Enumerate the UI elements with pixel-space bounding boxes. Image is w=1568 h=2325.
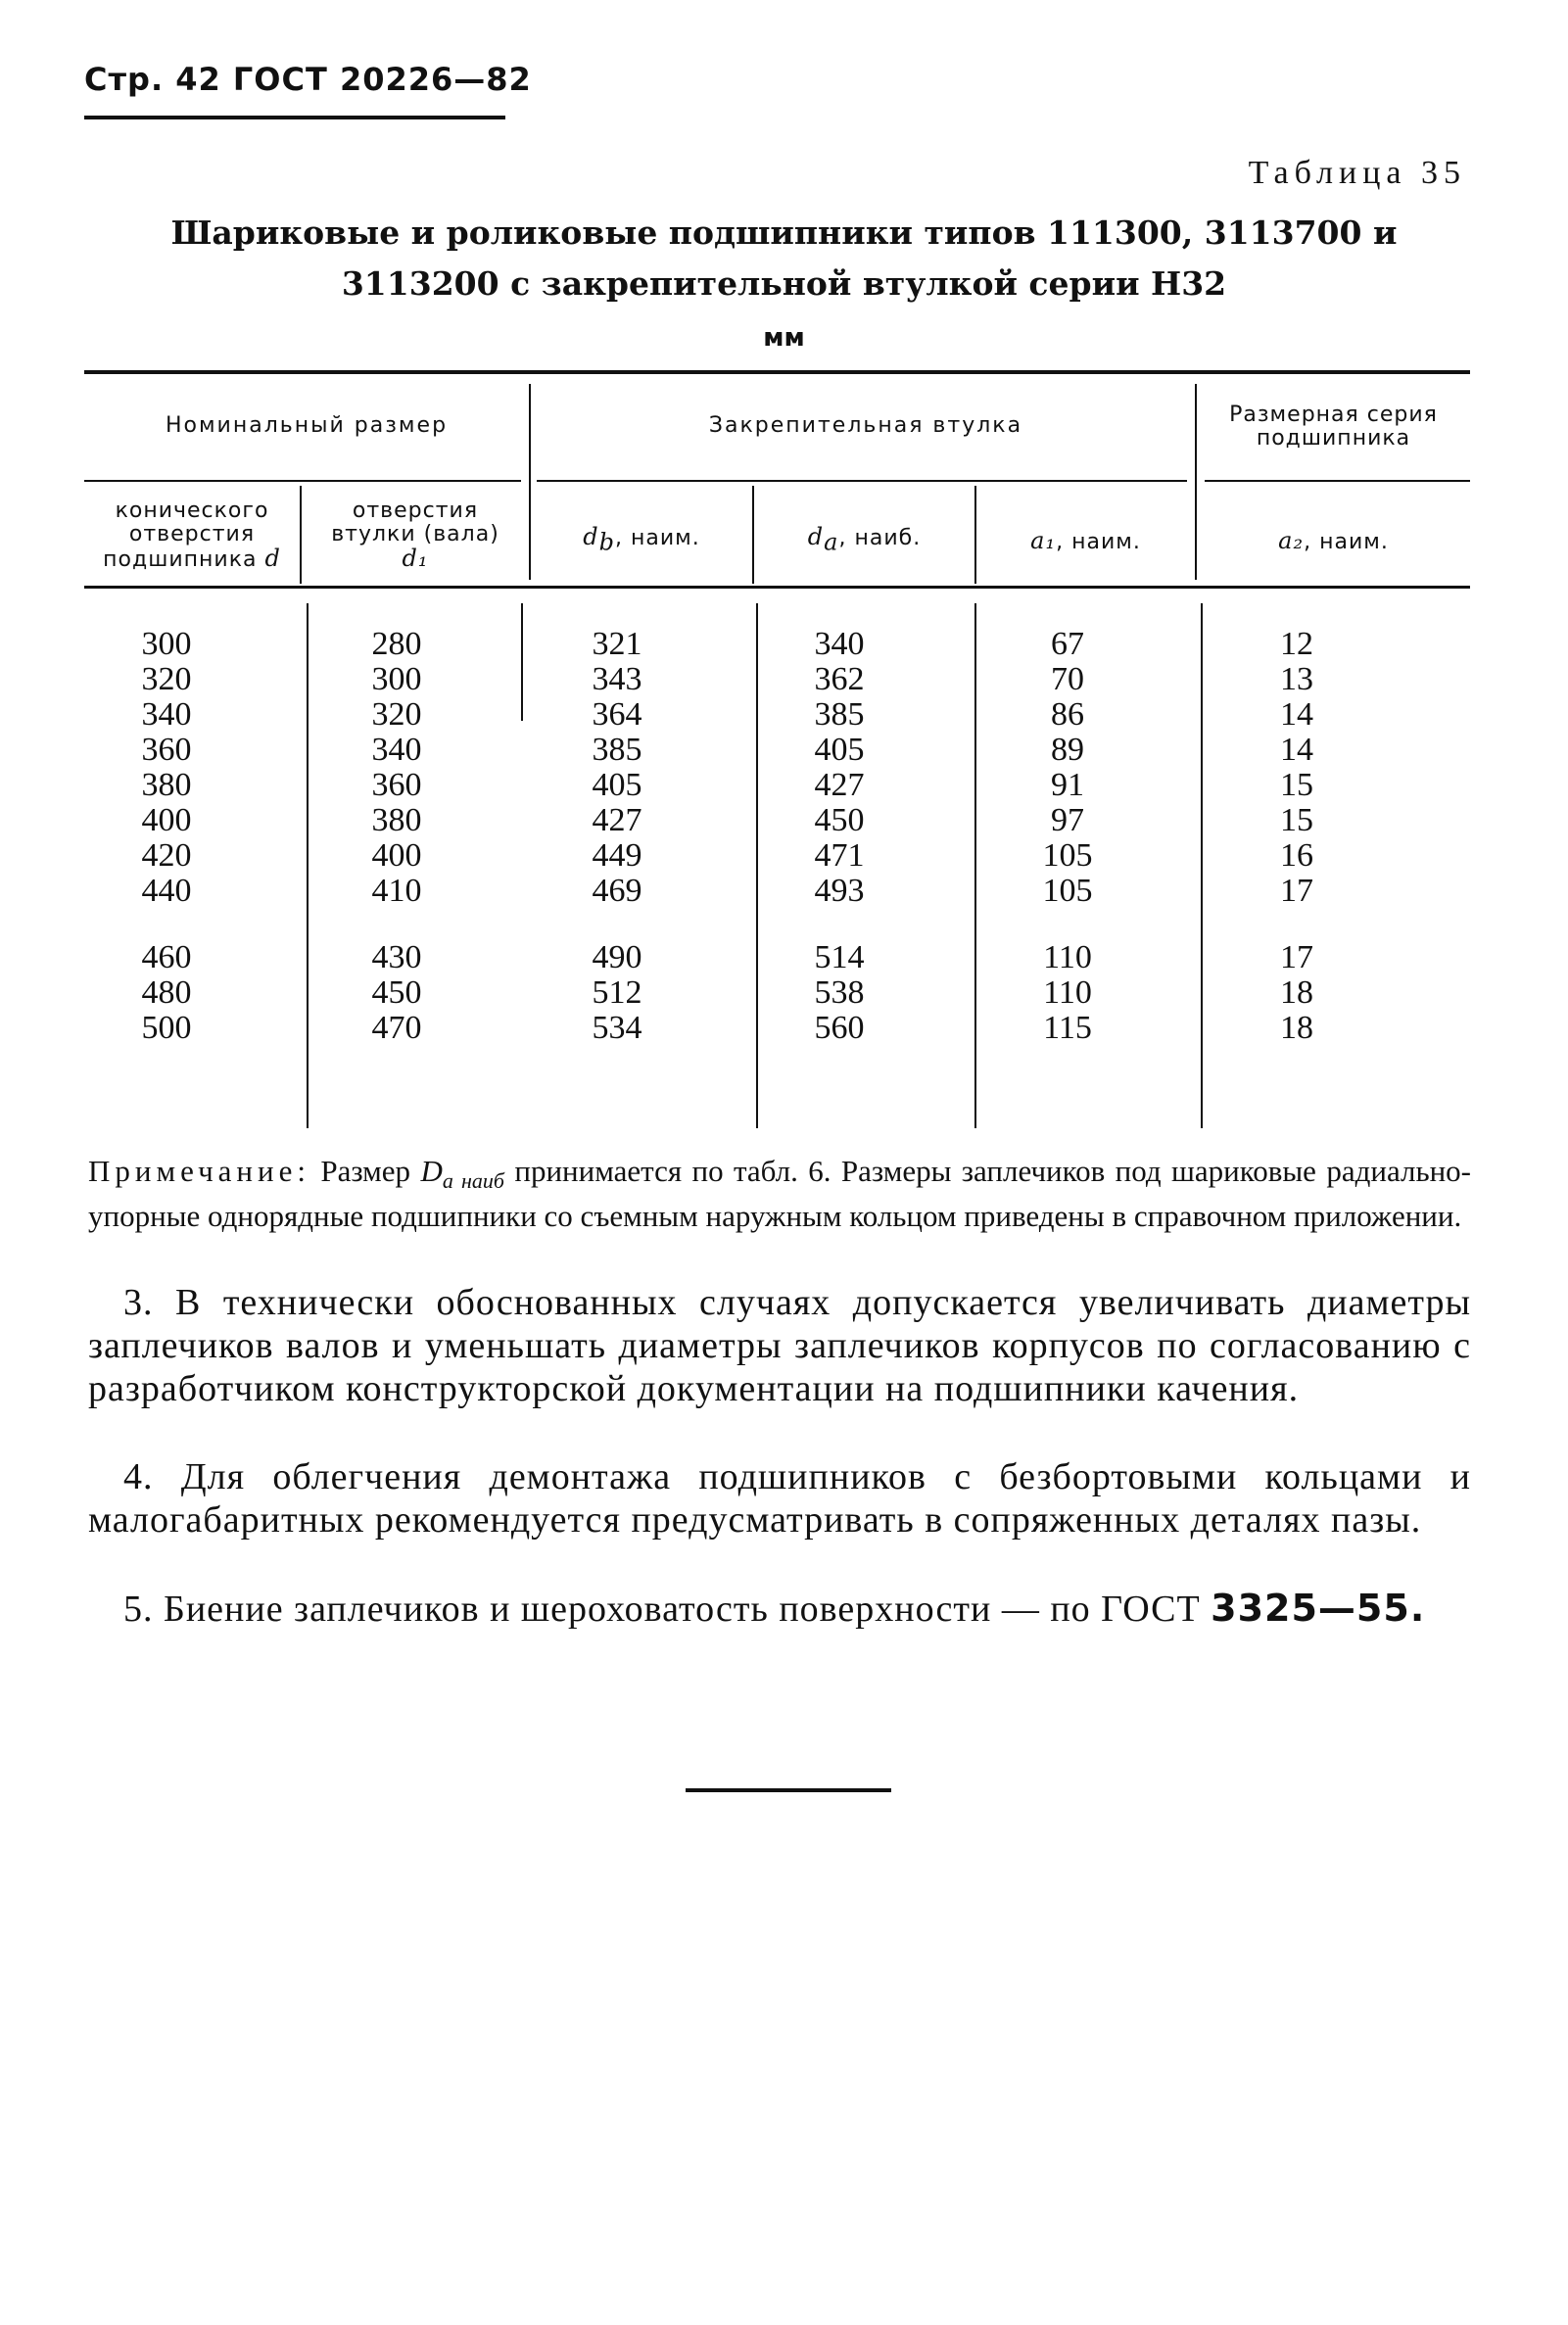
table-cell-a1: 115	[1043, 1010, 1092, 1046]
row-group-gap	[999, 909, 1136, 940]
paragraph-5-reference: 3325—55.	[1211, 1587, 1426, 1630]
table-note	[88, 1154, 1471, 1234]
row-group-gap	[1228, 909, 1365, 940]
table-cell-d: 340	[141, 696, 192, 733]
table-top-rule	[84, 370, 1470, 374]
subheader-d-line3	[84, 546, 300, 572]
header-nominal-size: Номинальный размер	[165, 413, 449, 438]
table-cell-d: 300	[141, 626, 192, 662]
table-cell-a1: 97	[1051, 802, 1084, 838]
table-cell-d1: 380	[371, 802, 422, 838]
subheader-a2-symbol: a₂	[1278, 527, 1305, 554]
table-cell-a1: 91	[1051, 767, 1084, 803]
subheader-db-subscript: b	[598, 528, 615, 556]
table-cell-d1: 430	[371, 939, 422, 975]
subheader-d1-line1: отверстия	[352, 498, 479, 523]
table-title-line2: 3113200 с закрепительной втулкой серии Н32	[341, 264, 1227, 303]
table-cell-da: 450	[814, 802, 865, 838]
header-dimension-series-text: Размерная серия подшипника	[1229, 403, 1438, 451]
subheader-d-symbol: d	[264, 545, 281, 572]
column-d-values	[98, 627, 235, 1046]
vline-4-body	[974, 603, 976, 1128]
table-cell-a2: 17	[1280, 873, 1313, 909]
column-da-values	[771, 627, 908, 1046]
table-cell-d1: 470	[371, 1010, 422, 1046]
table-cell-a2: 14	[1280, 696, 1313, 733]
table-cell-da: 405	[814, 732, 865, 768]
table-cell-db: 427	[592, 802, 642, 838]
subheader-a2	[1197, 529, 1470, 554]
subheader-da	[754, 523, 974, 556]
subheader-da-symbol: d	[807, 523, 825, 550]
note-symbol: D	[420, 1154, 443, 1188]
table-cell-d: 460	[141, 939, 192, 975]
table-cell-a2: 16	[1280, 837, 1313, 874]
table-cell-da: 385	[814, 696, 865, 733]
table-cell-a1: 110	[1043, 974, 1092, 1011]
end-rule	[686, 1788, 891, 1792]
table-cell-d1: 300	[371, 661, 422, 697]
subheader-d-line2: отверстия	[128, 522, 256, 546]
group-divider-sleeve	[537, 480, 1187, 482]
table-cell-db: 364	[592, 696, 642, 733]
table-cell-da: 560	[814, 1010, 865, 1046]
table-cell-d: 420	[141, 837, 192, 874]
table-number: Таблица 35	[1248, 155, 1466, 191]
subheader-a1	[976, 529, 1195, 554]
table-cell-db: 469	[592, 873, 642, 909]
table-title	[0, 208, 1568, 309]
subheader-db	[531, 523, 752, 556]
table-cell-d1: 280	[371, 626, 422, 662]
table-cell-a1: 86	[1051, 696, 1084, 733]
table-cell-da: 362	[814, 661, 865, 697]
subheader-db-row	[531, 523, 752, 556]
paragraph-5-text: 5. Биение заплечиков и шероховатость поверхности — по ГОСТ	[123, 1589, 1201, 1630]
table-cell-d: 440	[141, 873, 192, 909]
table-cell-a2: 18	[1280, 1010, 1313, 1046]
row-group-gap	[771, 909, 908, 940]
table-cell-d: 320	[141, 661, 192, 697]
row-group-gap	[328, 909, 465, 940]
paragraph-4: 4. Для облегчения демонтажа подшипников с безбортовыми кольцами и малогабаритных рекомендуется предусматривать в сопряженных деталях пазы.	[88, 1456, 1471, 1541]
table-cell-da: 538	[814, 974, 865, 1011]
table-cell-d1: 320	[371, 696, 422, 733]
table-cell-d1: 340	[371, 732, 422, 768]
row-group-gap	[98, 909, 235, 940]
table-cell-d: 380	[141, 767, 192, 803]
table-cell-da: 471	[814, 837, 865, 874]
table-cell-db: 321	[592, 626, 642, 662]
table-cell-a1: 110	[1043, 939, 1092, 975]
table-cell-da: 493	[814, 873, 865, 909]
page-header: Стр. 42 ГОСТ 20226—82	[84, 61, 532, 98]
table-cell-d: 400	[141, 802, 192, 838]
table-cell-a2: 15	[1280, 767, 1313, 803]
header-dimension-series	[1197, 403, 1470, 451]
subheader-db-suffix: , наим.	[615, 526, 700, 550]
table-header-bottom-rule	[84, 586, 1470, 589]
subheader-a1-suffix: , наим.	[1056, 530, 1141, 554]
row-group-gap	[548, 909, 686, 940]
subheader-a1-row	[976, 529, 1195, 554]
table-cell-db: 512	[592, 974, 642, 1011]
table-cell-a2: 15	[1280, 802, 1313, 838]
table-title-line1: Шариковые и роликовые подшипники типов 111300, 3113700 и	[170, 214, 1398, 252]
table-cell-a1: 67	[1051, 626, 1084, 662]
table-cell-d1: 400	[371, 837, 422, 874]
subheader-da-suffix: , наиб.	[838, 526, 922, 550]
note-subscript-text: a наиб	[442, 1168, 504, 1194]
paragraph-3: 3. В технически обоснованных случаях допускается увеличивать диаметры заплечиков валов и уменьшать диаметры заплечиков корпусов по согласованию с разработчиком конструкторской документации на подшипники качения.	[88, 1282, 1471, 1409]
note-part1: Размер	[320, 1154, 411, 1188]
note-label: Примечание:	[88, 1154, 310, 1188]
table-cell-a1: 105	[1042, 837, 1093, 874]
subheader-d1-symbol: d₁	[402, 545, 429, 572]
subheader-d1-line2: втулки (вала)	[331, 522, 499, 546]
vline-2-body	[307, 603, 309, 1128]
paragraph-5	[88, 1587, 1471, 1631]
column-db-values	[548, 627, 686, 1046]
subheader-a2-row	[1197, 529, 1470, 554]
table-cell-db: 490	[592, 939, 642, 975]
table-cell-a2: 18	[1280, 974, 1313, 1011]
subheader-a1-symbol: a₁	[1030, 527, 1057, 554]
table-cell-a2: 12	[1280, 626, 1313, 662]
table-cell-da: 340	[814, 626, 865, 662]
column-a1-values	[999, 627, 1136, 1046]
group-divider-series	[1205, 480, 1470, 482]
table-cell-da: 427	[814, 767, 865, 803]
table-cell-d: 500	[141, 1010, 192, 1046]
subheader-d-line1: конического	[115, 498, 269, 523]
group-divider-nominal	[84, 480, 521, 482]
subheader-a2-suffix: , наим.	[1304, 530, 1389, 554]
subheader-d1	[302, 499, 529, 570]
table-cell-da: 514	[814, 939, 865, 975]
column-d1-values	[328, 627, 465, 1046]
vline-5-body	[1201, 603, 1203, 1128]
subheader-d	[84, 499, 300, 572]
note-subscript	[443, 1168, 504, 1193]
note-part2: принимается по табл. 6. Размеры заплечиков под шариковые радиально-упорные однорядные подшипники со съемным наружным кольцом приведены в справочном приложении.	[88, 1154, 1471, 1234]
table-cell-a2: 17	[1280, 939, 1313, 975]
table-cell-a1: 89	[1051, 732, 1084, 768]
table-cell-d1: 410	[371, 873, 422, 909]
table-cell-db: 449	[592, 837, 642, 874]
table-cell-a1: 105	[1042, 873, 1093, 909]
table-cell-a2: 14	[1280, 732, 1313, 768]
subheader-da-subscript: a	[824, 528, 839, 556]
table-cell-a1: 70	[1051, 661, 1084, 697]
subheader-da-row	[754, 523, 974, 556]
table-cell-db: 343	[592, 661, 642, 697]
subheader-db-symbol: d	[583, 523, 599, 550]
vline-1-body	[521, 603, 523, 721]
header-rule	[84, 116, 505, 119]
vline-3-body	[756, 603, 758, 1128]
table-cell-d: 360	[141, 732, 192, 768]
table-cell-d1: 450	[371, 974, 422, 1011]
table-cell-d: 480	[141, 974, 192, 1011]
units-label: мм	[763, 323, 805, 353]
subheader-d-line3-text: подшипника	[103, 547, 258, 572]
table-cell-db: 534	[592, 1010, 642, 1046]
table-cell-db: 385	[592, 732, 642, 768]
table-cell-d1: 360	[371, 767, 422, 803]
table-cell-db: 405	[592, 767, 642, 803]
table-cell-a2: 13	[1280, 661, 1313, 697]
column-a2-values	[1228, 627, 1365, 1046]
header-fixing-sleeve: Закрепительная втулка	[708, 413, 1023, 438]
